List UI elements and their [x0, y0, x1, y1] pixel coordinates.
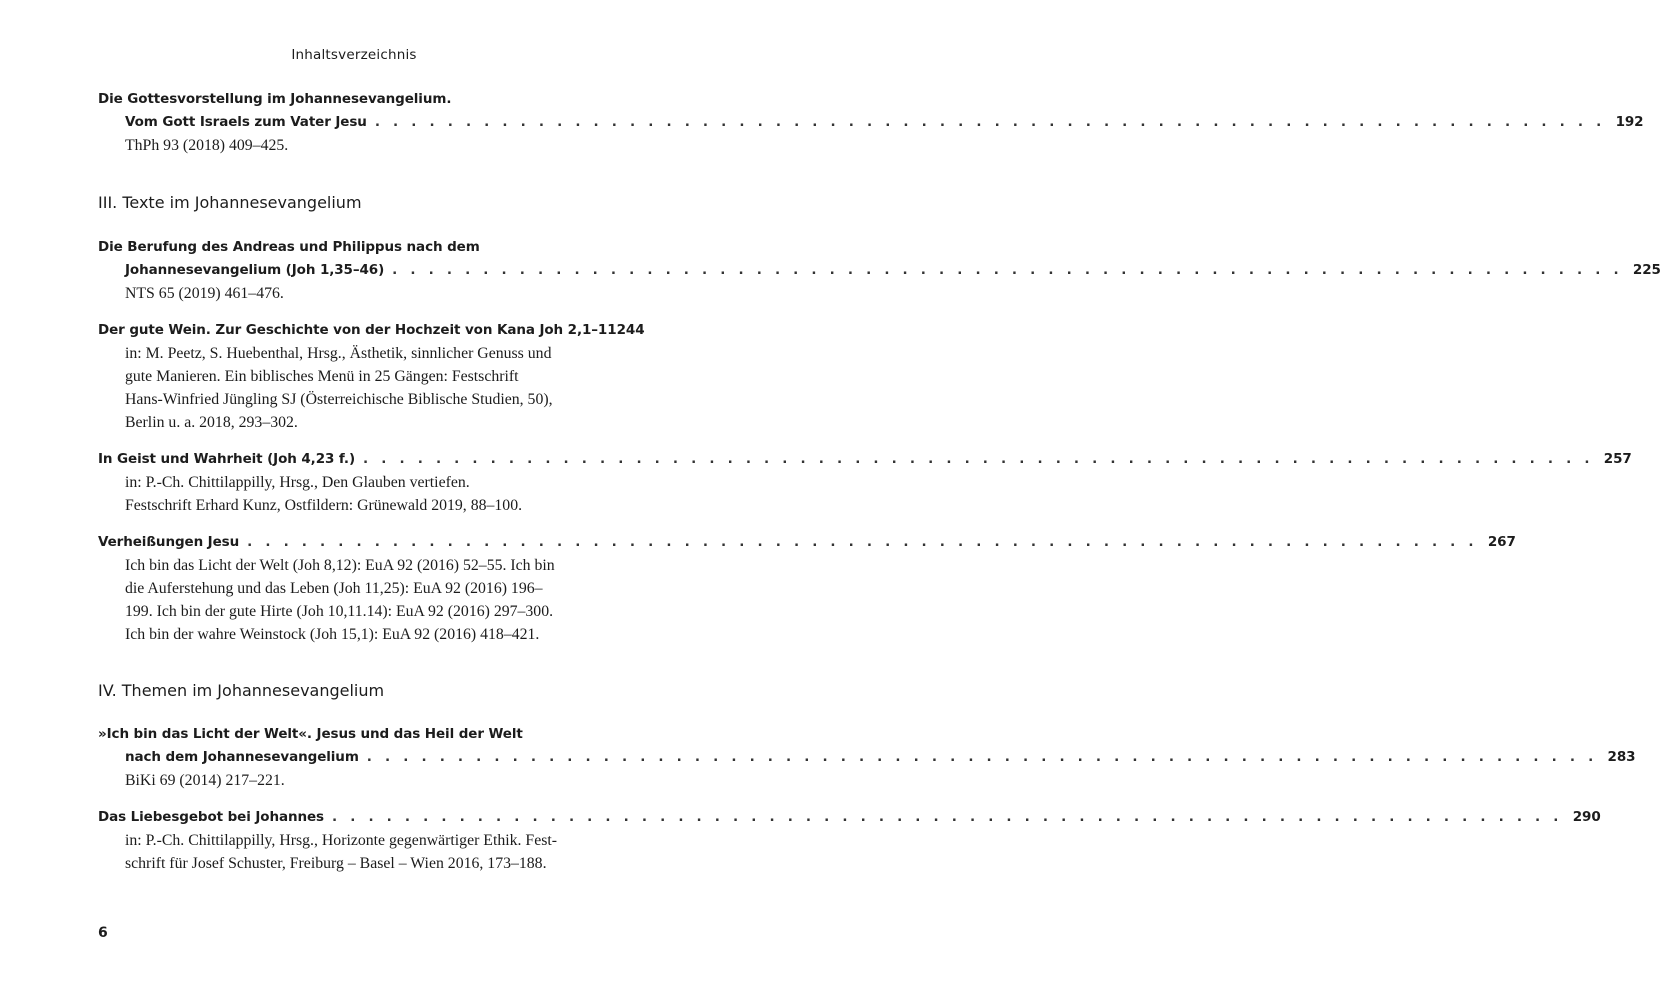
source-line: schrift für Josef Schuster, Freiburg – Basel – Wien 2016, 173–188. [125, 855, 547, 872]
page-number: 290 [1572, 809, 1601, 825]
source-line: in: P.-Ch. Chittilappilly, Hrsg., Horizonte gegenwärtiger Ethik. Fest- [125, 832, 558, 849]
entry-source [98, 282, 626, 305]
entry-title [98, 806, 1601, 829]
source-line: gute Manieren. Ein biblisches Menü in 25 Gängen: Festschrift [125, 368, 519, 385]
entry-source [98, 471, 626, 517]
leader-dots [367, 746, 1598, 769]
toc-content [98, 88, 1661, 875]
entry-source [98, 134, 626, 157]
entry-title-text: In Geist und Wahrheit (Joh 4,23 f.) [98, 451, 356, 467]
source-line: Berlin u. a. 2018, 293–302. [125, 414, 298, 431]
source-line: BiKi 69 (2014) 217–221. [125, 772, 285, 789]
toc-entry [98, 236, 1661, 305]
leader-dots [363, 448, 1594, 471]
toc-entry [98, 806, 1601, 875]
leader-dots [392, 259, 1623, 282]
entry-title-text: Das Liebesgebot bei Johannes [98, 809, 324, 825]
entry-source [98, 554, 626, 646]
page-number: 257 [1603, 451, 1632, 467]
source-line: in: M. Peetz, S. Huebenthal, Hrsg., Ästhetik, sinnlicher Genuss und [125, 345, 552, 362]
source-line: Festschrift Erhard Kunz, Ostfildern: Grünewald 2019, 88–100. [125, 497, 523, 514]
leader-dots [247, 531, 1478, 554]
entry-title-text: Der gute Wein. Zur Geschichte von der Hochzeit von Kana Joh 2,1–11 [98, 322, 617, 338]
toc-entry [98, 448, 1632, 517]
entry-title-text: Vom Gott Israels zum Vater Jesu [125, 114, 367, 130]
source-line: Ich bin das Licht der Welt (Joh 8,12): EuA 92 (2016) 52–55. Ich bin [125, 557, 555, 574]
section-heading: III. Texte im Johannesevangelium [98, 193, 362, 212]
entry-title-line-2 [98, 111, 1644, 134]
section-heading: IV. Themen im Johannesevangelium [98, 681, 385, 700]
toc-entry [98, 531, 1516, 646]
page-number: 192 [1615, 114, 1644, 130]
entry-title [98, 448, 1632, 471]
source-line: ThPh 93 (2018) 409–425. [125, 137, 289, 154]
toc-entry [98, 319, 645, 434]
toc-entry [98, 723, 1636, 792]
entry-title-text: Johannesevangelium (Joh 1,35–46) [125, 262, 385, 278]
running-head: Inhaltsverzeichnis [291, 47, 417, 63]
entry-title-text: nach dem Johannesevangelium [125, 749, 359, 765]
page-number: 283 [1607, 749, 1636, 765]
entry-title: »Ich bin das Licht der Welt«. Jesus und das Heil der Welt [98, 726, 523, 742]
entry-title-line-2 [98, 746, 1636, 769]
entry-title [98, 319, 645, 342]
entry-title: Die Berufung des Andreas und Philippus nach dem [98, 239, 480, 255]
leader-dots [332, 806, 1563, 829]
source-line: NTS 65 (2019) 461–476. [125, 285, 284, 302]
entry-title [98, 531, 1516, 554]
toc-entry [98, 88, 1644, 157]
page-number: 225 [1632, 262, 1661, 278]
page-folio: 6 [98, 925, 108, 941]
entry-title-line-2 [98, 259, 1661, 282]
source-line: in: P.-Ch. Chittilappilly, Hrsg., Den Glauben vertiefen. [125, 474, 470, 491]
source-line: Hans-Winfried Jüngling SJ (Österreichische Biblische Studien, 50), [125, 391, 553, 408]
source-line: die Auferstehung und das Leben (Joh 11,25): EuA 92 (2016) 196– [125, 580, 543, 597]
entry-title-text: Verheißungen Jesu [98, 534, 240, 550]
source-line: 199. Ich bin der gute Hirte (Joh 10,11.14): EuA 92 (2016) 297–300. [125, 603, 554, 620]
entry-source [98, 769, 626, 792]
source-line: Ich bin der wahre Weinstock (Joh 15,1): EuA 92 (2016) 418–421. [125, 626, 540, 643]
page-number: 244 [616, 322, 645, 338]
leader-dots [375, 111, 1606, 134]
page-number: 267 [1487, 534, 1516, 550]
entry-title: Die Gottesvorstellung im Johannesevangelium. [98, 91, 452, 107]
entry-source [98, 829, 626, 875]
entry-source [98, 342, 626, 434]
